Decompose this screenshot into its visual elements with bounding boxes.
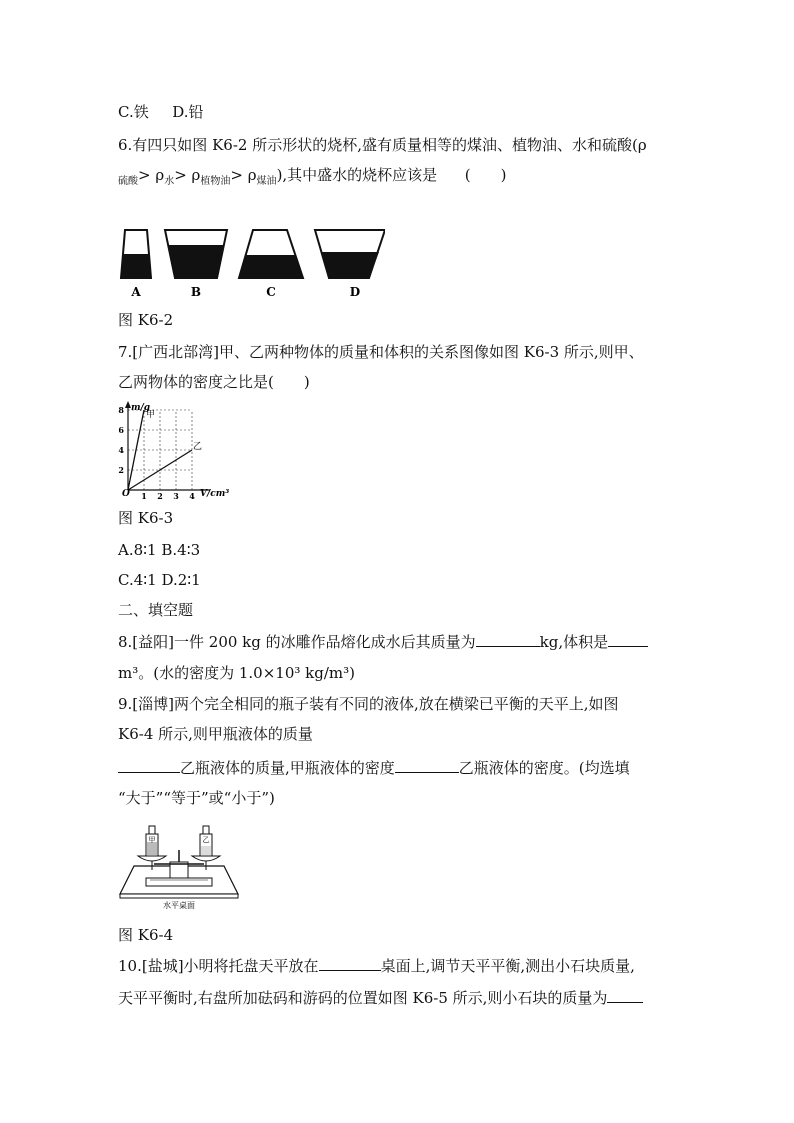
beaker-label-b: B: [190, 285, 202, 299]
beaker-label-a: A: [131, 285, 141, 299]
q8-text-part2: kg,体积是: [539, 633, 609, 651]
q6-tail: ),其中盛水的烧杯应该是: [276, 166, 438, 184]
section-fill-in-heading: 二、填空题: [118, 601, 194, 619]
beaker-c: [239, 230, 303, 278]
q6-sub-sulfuric: 硫酸: [118, 176, 138, 187]
q9-text-line4: “大于”“等于”或“小于”): [118, 789, 275, 807]
q6-sub-vegoil: 植物油: [200, 176, 231, 187]
fig-k6-4-caption: 图 K6-4: [118, 926, 174, 944]
q9-text-line3: [118, 758, 630, 778]
bottle-yi-label: 乙: [202, 836, 210, 844]
y-axis-label: m/g: [131, 403, 151, 413]
q9-text-part1: 乙瓶液体的质量,甲瓶液体的密度: [180, 759, 395, 777]
origin-label: O: [122, 489, 130, 499]
fig-k6-3-caption: 图 K6-3: [118, 509, 174, 527]
x-tick-label: 3: [173, 491, 179, 501]
q10-text-part1: 10.[盐城]小明将托盘天平放在: [118, 957, 319, 975]
balance-base: [146, 878, 212, 886]
y-tick-label: 4: [118, 445, 124, 455]
q5-options-line: [118, 102, 204, 122]
q9-text-part2: 乙瓶液体的密度。(均选填: [458, 759, 630, 777]
q6-gt-2: >: [174, 166, 187, 184]
q9-text-line2: K6-4 所示,则甲瓶液体的质量: [118, 725, 313, 743]
fig-k6-2-caption: 图 K6-2: [118, 311, 174, 329]
q10-text-part3: 天平平衡时,右盘所加砝码和游码的位置如图 K6-5 所示,则小石块的质量为: [118, 989, 608, 1007]
q6-rho-kerosene: ρ: [247, 166, 257, 184]
y-tick-label: 8: [118, 405, 124, 415]
q8-text-line1: [118, 632, 648, 652]
series-label-jia: 甲: [146, 410, 156, 420]
chart-grid: [128, 410, 192, 490]
q8-text-line2: m³。(水的密度为 1.0×10³ kg/m³): [118, 664, 355, 682]
bottle-jia-label: 甲: [148, 836, 156, 844]
table-label: 水平桌面: [163, 901, 195, 910]
x-tick-label: 4: [189, 491, 195, 501]
q6-sub-water: 水: [164, 176, 175, 187]
q6-text-line2: [118, 165, 506, 188]
q8-blank-mass[interactable]: [476, 632, 540, 647]
q6-gt-1: >: [138, 166, 151, 184]
right-pan: [192, 856, 220, 861]
q9-blank-density[interactable]: [395, 758, 459, 773]
q10-text-line2: [118, 988, 643, 1008]
q7-text-line1: 7.[广西北部湾]甲、乙两种物体的质量和体积的关系图像如图 K6-3 所示,则甲、: [118, 343, 644, 361]
table-edge: [120, 894, 238, 898]
y-tick-label: 6: [118, 425, 124, 435]
beaker-d: [315, 230, 385, 278]
q6-gt-3: >: [230, 166, 243, 184]
q6-answer-paren: ( ): [464, 166, 507, 184]
beaker-label-c: C: [266, 285, 276, 299]
series-label-yi: 乙: [193, 442, 203, 452]
q8-blank-volume[interactable]: [608, 632, 648, 647]
left-pan: [138, 856, 166, 861]
x-tick-label: 1: [141, 491, 147, 501]
q7-options-cd: C.4∶1 D.2∶1: [118, 571, 201, 589]
q5-option-d: D.铅: [172, 103, 204, 121]
x-tick-label: 2: [157, 491, 163, 501]
q7-text-line2: 乙两物体的密度之比是( ): [118, 373, 310, 391]
x-axis-label: V/cm³: [200, 489, 230, 499]
balance-figure: [118, 820, 240, 910]
q10-text-part2: 桌面上,调节天平平衡,测出小石块质量,: [380, 957, 635, 975]
beaker-label-d: D: [349, 285, 361, 299]
y-tick-label: 2: [118, 465, 124, 475]
q10-blank-surface[interactable]: [319, 956, 381, 971]
q5-option-c: C.铁: [118, 103, 149, 121]
q6-rho-water: ρ: [155, 166, 165, 184]
q9-text-line1: 9.[淄博]两个完全相同的瓶子装有不同的液体,放在横梁已平衡的天平上,如图: [118, 695, 619, 713]
beakers-figure: [115, 222, 385, 304]
q10-blank-mass[interactable]: [607, 988, 643, 1003]
beaker-a: [121, 230, 151, 278]
q8-text-part1: 8.[益阳]一件 200 kg 的冰雕作品熔化成水后其质量为: [118, 633, 476, 651]
q10-text-line1: [118, 956, 635, 976]
q6-text-line1: 6.有四只如图 K6-2 所示形状的烧杯,盛有质量相等的煤油、植物油、水和硫酸(ρ: [118, 136, 647, 154]
q7-options-ab: A.8∶1 B.4∶3: [118, 541, 201, 559]
q9-blank-mass[interactable]: [118, 758, 180, 773]
q6-sub-kerosene: 煤油: [256, 176, 277, 187]
q6-rho-vegoil: ρ: [191, 166, 201, 184]
beaker-b: [165, 230, 227, 278]
mass-volume-chart: [114, 398, 234, 502]
